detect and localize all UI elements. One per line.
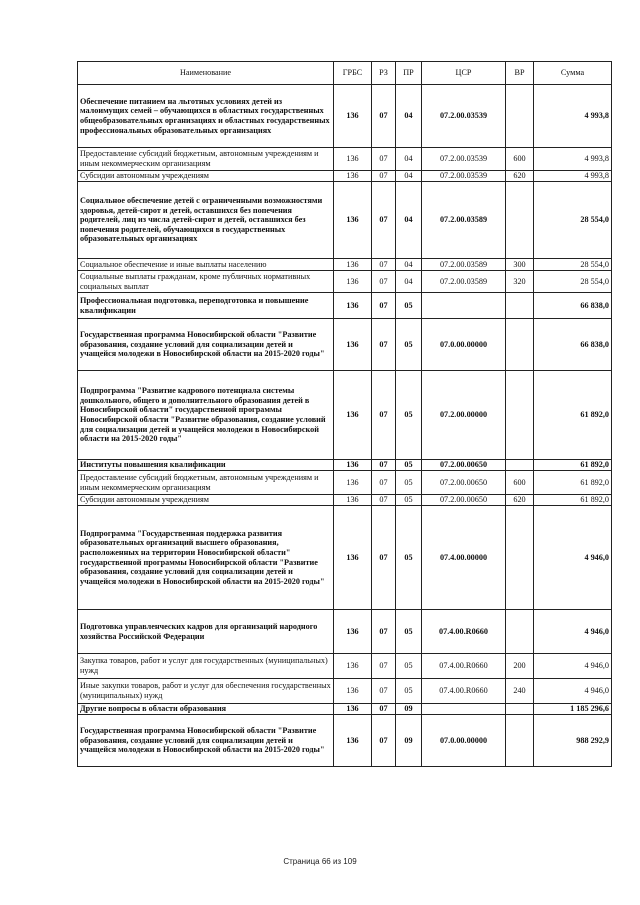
row-name-cell: Институты повышения квалификации bbox=[78, 460, 334, 471]
row-grbs-cell: 136 bbox=[334, 471, 372, 495]
row-rz-cell: 07 bbox=[372, 495, 396, 506]
header-name: Наименование bbox=[78, 62, 334, 85]
table-row bbox=[78, 319, 612, 371]
row-pr-cell: 04 bbox=[396, 271, 422, 293]
header-grbs: ГРБС bbox=[334, 62, 372, 85]
row-vr-cell bbox=[506, 460, 534, 471]
row-csr-cell: 07.2.00.03539 bbox=[422, 171, 506, 182]
row-name-cell: Подпрограмма "Развитие кадрового потенциала системы дошкольного, общего и дополнительного образования детей в Новосибирской области" государственной программы Новосибирской области "Развитие образования, создание условий для социализации детей и учащейся молодежи в Новосибирской области на 2015-2020 годы" bbox=[78, 371, 334, 460]
table-row bbox=[78, 182, 612, 259]
row-vr-cell: 600 bbox=[506, 471, 534, 495]
row-rz-cell: 07 bbox=[372, 171, 396, 182]
row-vr-cell bbox=[506, 704, 534, 715]
table-row bbox=[78, 654, 612, 679]
row-vr-cell bbox=[506, 371, 534, 460]
row-pr-cell: 04 bbox=[396, 85, 422, 148]
table-row bbox=[78, 506, 612, 610]
table-body bbox=[78, 85, 612, 767]
row-pr-cell: 05 bbox=[396, 460, 422, 471]
row-pr-cell: 09 bbox=[396, 715, 422, 767]
row-grbs-cell: 136 bbox=[334, 610, 372, 654]
row-rz-cell: 07 bbox=[372, 85, 396, 148]
row-sum-cell: 4 993,8 bbox=[534, 85, 612, 148]
row-rz-cell: 07 bbox=[372, 460, 396, 471]
table-row bbox=[78, 85, 612, 148]
row-rz-cell: 07 bbox=[372, 182, 396, 259]
row-vr-cell: 620 bbox=[506, 495, 534, 506]
row-rz-cell: 07 bbox=[372, 654, 396, 679]
table-row bbox=[78, 371, 612, 460]
table-row bbox=[78, 495, 612, 506]
row-csr-cell: 07.4.00.R0660 bbox=[422, 654, 506, 679]
row-pr-cell: 05 bbox=[396, 293, 422, 319]
row-name-cell: Государственная программа Новосибирской области "Развитие образования, создание условий для социализации детей и учащейся молодежи в Новосибирской области на 2015-2020 годы" bbox=[78, 715, 334, 767]
row-grbs-cell: 136 bbox=[334, 495, 372, 506]
row-name-cell: Закупка товаров, работ и услуг для государственных (муниципальных) нужд bbox=[78, 654, 334, 679]
row-grbs-cell: 136 bbox=[334, 259, 372, 271]
row-name-cell: Социальное обеспечение детей с ограниченными возможностями здоровья, детей-сирот и детей, оставшихся без попечения родителей, лиц из числа детей-сирот и детей, оставшихся без попечения родителей, обучающихся в государственных образовательных организациях bbox=[78, 182, 334, 259]
row-pr-cell: 05 bbox=[396, 371, 422, 460]
row-name-cell: Социальное обеспечение и иные выплаты населению bbox=[78, 259, 334, 271]
row-sum-cell: 61 892,0 bbox=[534, 471, 612, 495]
row-rz-cell: 07 bbox=[372, 293, 396, 319]
row-vr-cell bbox=[506, 506, 534, 610]
row-pr-cell: 04 bbox=[396, 148, 422, 171]
row-name-cell: Социальные выплаты гражданам, кроме публичных нормативных социальных выплат bbox=[78, 271, 334, 293]
row-grbs-cell: 136 bbox=[334, 293, 372, 319]
row-csr-cell: 07.2.00.03539 bbox=[422, 85, 506, 148]
row-csr-cell: 07.2.00.03589 bbox=[422, 271, 506, 293]
row-vr-cell bbox=[506, 319, 534, 371]
row-grbs-cell: 136 bbox=[334, 679, 372, 704]
row-grbs-cell: 136 bbox=[334, 371, 372, 460]
table-row bbox=[78, 704, 612, 715]
row-sum-cell: 4 946,0 bbox=[534, 506, 612, 610]
row-pr-cell: 04 bbox=[396, 171, 422, 182]
header-sum: Сумма bbox=[534, 62, 612, 85]
budget-table bbox=[77, 61, 612, 767]
row-grbs-cell: 136 bbox=[334, 506, 372, 610]
row-vr-cell: 240 bbox=[506, 679, 534, 704]
row-name-cell: Подпрограмма "Государственная поддержка развития образовательных организаций высшего образования, расположенных на территории Новосибирской области" государственной программы Новосибирской области "Развитие образования, создание условий для социализации детей и учащейся молодежи в Новосибирской области на 2015-2020 годы" bbox=[78, 506, 334, 610]
row-pr-cell: 09 bbox=[396, 704, 422, 715]
row-vr-cell: 200 bbox=[506, 654, 534, 679]
row-pr-cell: 05 bbox=[396, 506, 422, 610]
row-csr-cell: 07.2.00.03589 bbox=[422, 259, 506, 271]
row-rz-cell: 07 bbox=[372, 610, 396, 654]
row-csr-cell: 07.4.00.R0660 bbox=[422, 679, 506, 704]
row-csr-cell: 07.4.00.R0660 bbox=[422, 610, 506, 654]
row-name-cell: Государственная программа Новосибирской области "Развитие образования, создание условий для социализации детей и учащейся молодежи в Новосибирской области на 2015-2020 годы" bbox=[78, 319, 334, 371]
table-row bbox=[78, 293, 612, 319]
row-pr-cell: 05 bbox=[396, 654, 422, 679]
row-sum-cell: 61 892,0 bbox=[534, 460, 612, 471]
row-vr-cell: 320 bbox=[506, 271, 534, 293]
row-sum-cell: 66 838,0 bbox=[534, 293, 612, 319]
table-row bbox=[78, 715, 612, 767]
row-pr-cell: 05 bbox=[396, 319, 422, 371]
row-sum-cell: 61 892,0 bbox=[534, 495, 612, 506]
row-grbs-cell: 136 bbox=[334, 171, 372, 182]
row-pr-cell: 05 bbox=[396, 495, 422, 506]
row-csr-cell bbox=[422, 704, 506, 715]
table-row bbox=[78, 460, 612, 471]
row-pr-cell: 04 bbox=[396, 259, 422, 271]
row-pr-cell: 05 bbox=[396, 610, 422, 654]
row-csr-cell: 07.0.00.00000 bbox=[422, 715, 506, 767]
row-rz-cell: 07 bbox=[372, 715, 396, 767]
row-csr-cell: 07.2.00.03589 bbox=[422, 182, 506, 259]
row-sum-cell: 66 838,0 bbox=[534, 319, 612, 371]
table-row bbox=[78, 679, 612, 704]
table-row bbox=[78, 259, 612, 271]
header-pr: ПР bbox=[396, 62, 422, 85]
row-vr-cell bbox=[506, 85, 534, 148]
row-rz-cell: 07 bbox=[372, 704, 396, 715]
row-name-cell: Обеспечение питанием на льготных условиях детей из малоимущих семей – обучающихся в областных государственных общеобразовательных организациях и областных государственных профессиональных образовательных организациях bbox=[78, 85, 334, 148]
table-row bbox=[78, 271, 612, 293]
row-vr-cell: 600 bbox=[506, 148, 534, 171]
row-csr-cell: 07.2.00.00650 bbox=[422, 495, 506, 506]
row-sum-cell: 4 993,8 bbox=[534, 171, 612, 182]
row-pr-cell: 04 bbox=[396, 182, 422, 259]
table-row bbox=[78, 171, 612, 182]
row-name-cell: Субсидии автономным учреждениям bbox=[78, 171, 334, 182]
row-name-cell: Иные закупки товаров, работ и услуг для обеспечения государственных (муниципальных) нужд bbox=[78, 679, 334, 704]
row-rz-cell: 07 bbox=[372, 148, 396, 171]
row-grbs-cell: 136 bbox=[334, 148, 372, 171]
row-sum-cell: 4 946,0 bbox=[534, 679, 612, 704]
row-sum-cell: 4 946,0 bbox=[534, 610, 612, 654]
row-vr-cell bbox=[506, 182, 534, 259]
header-rz: РЗ bbox=[372, 62, 396, 85]
row-sum-cell: 28 554,0 bbox=[534, 271, 612, 293]
page-number: Страница 66 из 109 bbox=[283, 857, 357, 866]
row-sum-cell: 4 946,0 bbox=[534, 654, 612, 679]
row-csr-cell: 07.2.00.00650 bbox=[422, 471, 506, 495]
row-rz-cell: 07 bbox=[372, 319, 396, 371]
row-name-cell: Предоставление субсидий бюджетным, автономным учреждениям и иным некоммерческим организациям bbox=[78, 471, 334, 495]
row-vr-cell: 620 bbox=[506, 171, 534, 182]
table-header bbox=[78, 62, 612, 85]
row-csr-cell: 07.2.00.00650 bbox=[422, 460, 506, 471]
row-vr-cell bbox=[506, 715, 534, 767]
row-csr-cell: 07.2.00.03539 bbox=[422, 148, 506, 171]
row-name-cell: Профессиональная подготовка, переподготовка и повышение квалификации bbox=[78, 293, 334, 319]
row-grbs-cell: 136 bbox=[334, 271, 372, 293]
row-sum-cell: 61 892,0 bbox=[534, 371, 612, 460]
row-pr-cell: 05 bbox=[396, 679, 422, 704]
table-row bbox=[78, 148, 612, 171]
row-rz-cell: 07 bbox=[372, 679, 396, 704]
row-sum-cell: 28 554,0 bbox=[534, 259, 612, 271]
row-vr-cell bbox=[506, 293, 534, 319]
row-csr-cell: 07.2.00.00000 bbox=[422, 371, 506, 460]
row-vr-cell bbox=[506, 610, 534, 654]
table-row bbox=[78, 610, 612, 654]
row-grbs-cell: 136 bbox=[334, 85, 372, 148]
row-grbs-cell: 136 bbox=[334, 182, 372, 259]
row-rz-cell: 07 bbox=[372, 271, 396, 293]
header-csr: ЦСР bbox=[422, 62, 506, 85]
row-rz-cell: 07 bbox=[372, 506, 396, 610]
row-pr-cell: 05 bbox=[396, 471, 422, 495]
row-vr-cell: 300 bbox=[506, 259, 534, 271]
row-grbs-cell: 136 bbox=[334, 319, 372, 371]
row-csr-cell: 07.4.00.00000 bbox=[422, 506, 506, 610]
row-csr-cell bbox=[422, 293, 506, 319]
row-sum-cell: 988 292,9 bbox=[534, 715, 612, 767]
row-sum-cell: 4 993,8 bbox=[534, 148, 612, 171]
header-vr: ВР bbox=[506, 62, 534, 85]
row-name-cell: Другие вопросы в области образования bbox=[78, 704, 334, 715]
row-grbs-cell: 136 bbox=[334, 704, 372, 715]
row-grbs-cell: 136 bbox=[334, 654, 372, 679]
row-sum-cell: 28 554,0 bbox=[534, 182, 612, 259]
row-rz-cell: 07 bbox=[372, 259, 396, 271]
row-rz-cell: 07 bbox=[372, 471, 396, 495]
row-name-cell: Предоставление субсидий бюджетным, автономным учреждениям и иным некоммерческим организациям bbox=[78, 148, 334, 171]
row-name-cell: Субсидии автономным учреждениям bbox=[78, 495, 334, 506]
row-csr-cell: 07.0.00.00000 bbox=[422, 319, 506, 371]
table-row bbox=[78, 471, 612, 495]
row-grbs-cell: 136 bbox=[334, 715, 372, 767]
row-name-cell: Подготовка управленческих кадров для организаций народного хозяйства Российской Федерации bbox=[78, 610, 334, 654]
row-rz-cell: 07 bbox=[372, 371, 396, 460]
row-sum-cell: 1 185 296,6 bbox=[534, 704, 612, 715]
row-grbs-cell: 136 bbox=[334, 460, 372, 471]
